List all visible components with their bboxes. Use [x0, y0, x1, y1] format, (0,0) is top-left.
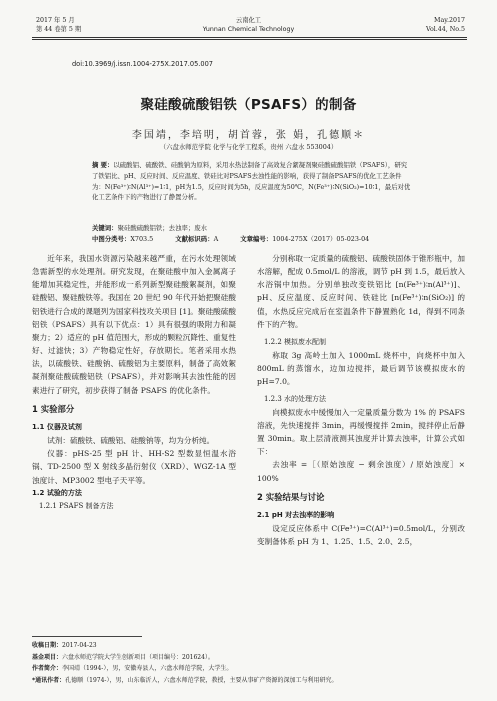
- section-1-2-1-heading: 1.2.1 PSAFS 制备方法: [39, 501, 114, 510]
- abstract: [92, 160, 412, 203]
- abstract-label: 摘 要：: [92, 161, 114, 169]
- footnote-label: *通讯作者：: [32, 676, 66, 684]
- header-journal-en: Yunnan Chemical Technology: [202, 26, 295, 33]
- keywords-text: 聚硅酸硫酸铝铁；去浊率；废水: [117, 224, 208, 232]
- clc-label: 中图分类号：: [92, 235, 131, 243]
- abstract-text: 以硫酸铝、硫酸铁、硅酸钠为原料，采用水热法制备了高效复合絮凝剂聚硅酸硫酸铝铁（PSAFS），研究了铁铝比、pH、反应时间、反应温度、铁硅比对PSAFS去浊性能的影响，获得了制备PSAFS的优化工艺条件为：N(Fe³⁺)∶N(Al³⁺)=1∶1，pH为1.5，反应时间为5h，反应温度为50℃，N(Fe³⁺)∶N(SiO₂)=10∶1，最后对优化工艺条件下的产物进行了静置分析。: [92, 161, 411, 202]
- section-2-heading: 2 实验结果与讨论: [257, 491, 325, 502]
- article-title: 聚硅酸硫酸铝铁（PSAFS）的制备: [140, 97, 357, 113]
- code-label: 文献标识码：: [175, 235, 214, 243]
- header-date: 2017 年 5 月: [36, 17, 75, 24]
- footnote-text: 李国靖（1994-），男，安徽寿县人，六盘水师范学院，大学生。: [62, 665, 233, 672]
- right-column: [257, 252, 465, 548]
- footnotes: [32, 640, 472, 686]
- wastewater-paragraph: 称取 3g 高岭土加入 1000mL 烧杯中，向烧杯中加入 800mL 的蒸馏水，边加边搅拌，最后调节该模拟废水的 pH=7.0。: [257, 351, 465, 387]
- clc-value: X703.5: [130, 235, 154, 243]
- header-rule-2: [32, 39, 467, 40]
- section-1-heading: 1 实验部分: [32, 403, 75, 414]
- section-2-1-heading: 2.1 pH 对去浊率的影响: [257, 510, 335, 519]
- left-column: [32, 252, 236, 513]
- article-label: 文章编号：: [240, 235, 273, 243]
- instruments-paragraph: 仪器：pHS-25 型 pH 计、HH-S2 型数显恒温水浴锅、TD-2500 型 X 射线多晶衍射仪（XRD）、WGZ-1A 型浊度计、MP3002 型电子天平等。: [32, 449, 236, 485]
- footnote-label: 收稿日期：: [32, 642, 63, 649]
- footnote-fund: [32, 652, 472, 664]
- footnote-text: 孔德顺（1974-），男，山东临沂人，六盘水师范学院，教授，主要从事矿产资源的深加工与利用研究。: [65, 676, 338, 684]
- header-rule: [32, 37, 467, 38]
- header-volume: 第 44 卷第 5 期: [36, 26, 82, 33]
- footnote-received: [32, 640, 472, 652]
- doi: doi:10.3969/j.issn.1004-275X.2017.05.007: [72, 60, 213, 68]
- footnote-corresponding: [32, 675, 472, 687]
- formula: 去浊率 =［（原始浊度 − 剩余浊度）/ 原始浊度］× 100%: [257, 460, 465, 483]
- footnote-text: 六盘水师范学院大学生创新项目（项目编号：201624）。: [62, 653, 214, 661]
- intro-paragraph: 近年来，我国水资源污染越来越严重，在污水处理领域急需新型的水处理剂。研究发现，在聚硅酸中加入金属离子能增加其稳定性，并能形成一系列新型聚硅酸絮凝剂，如聚硅酸铝、聚硅酸铁等。我国在 20 世纪 90 年代开始把聚硅酸铝铁进行合成的课题列为国家科技攻关项目 [1]。聚硅酸硫酸铝铁（PSAFS）具有以下优点：1）具有很强的吸附力和凝聚力；2）适应的 pH 值范围大，形成的颗粒沉降性、重复性好、过滤快；3）产物稳定性好，存放期长。笔者采用水热法，以硫酸铁、硅酸钠、硫酸铝为主要原料，制备了高效絮凝剂聚硅酸硫酸铝铁（PSAFS），并对影响其去浊性能的因素进行了研究，初步获得了制备 PSAFS 的优化条件。: [32, 254, 236, 395]
- footnote-author: [32, 663, 472, 675]
- header-date-en: May.2017: [434, 17, 465, 24]
- classification: [92, 234, 422, 243]
- footnote-text: 2017-04-23: [62, 642, 97, 649]
- section-1-2-2-heading: 1.2.2 模拟废水配制: [264, 337, 327, 346]
- authors: 李国靖，李培明，胡首蓉，张 娟，孔德顺＊: [131, 130, 366, 141]
- section-1-2-3-heading: 1.2.3 水的处理方法: [264, 394, 327, 403]
- footnote-rule: [32, 636, 142, 637]
- keywords-label: 关键词：: [92, 224, 118, 232]
- method-paragraph: 分别称取一定质量的硫酸铝、硫酸铁固体于锥形瓶中，加水溶解，配成 0.5mol/L 的溶液，调节 pH 到 1.5，最后放入水浴锅中加热。分别单独改变铁铝比 [n(Fe³⁺)∶n(Al³⁺)]、pH、反应温度、反应时间、铁硅比 [n(Fe³⁺)∶n(SiO₂)] 的值，水热反应完成后在室温条件下静置熟化 1d，得到不同条件下的产物。: [257, 254, 465, 329]
- keywords: [92, 223, 207, 232]
- footnote-label: 基金项目：: [32, 653, 63, 661]
- header-volume-en: Vol.44, No.5: [426, 26, 465, 33]
- footnote-label: 作者简介：: [32, 665, 63, 672]
- section-1-1-heading: 1.1 仪器及试剂: [32, 422, 82, 431]
- ph-paragraph: 设定反应体系中 C(Fe³⁺)=C(Al³⁺)=0.5mol/L，分别改变制备体系 pH 为 1、1.25、1.5、2.0、2.5，: [257, 523, 465, 547]
- code-value: A: [213, 235, 219, 243]
- reagents-paragraph: 试剂：硫酸铁、硫酸铝、硅酸钠等，均为分析纯。: [47, 436, 215, 446]
- section-1-2-heading: 1.2 试验的方法: [32, 488, 82, 497]
- treatment-paragraph: 向模拟废水中缓慢加入一定量质量分数为 1% 的 PSAFS 溶液，先快速搅拌 3min，再缓慢搅拌 2min，搅拌停止后静置 30min。取上层清液测其浊度并计算去浊率，计算公式如下：: [257, 407, 465, 457]
- affiliation: （六盘水师范学院 化学与化学工程系，贵州 六盘水 553004）: [159, 143, 338, 151]
- header-journal-cn: 云南化工: [235, 17, 262, 24]
- article-value: 1004-275X（2017）05-023-04: [272, 235, 370, 243]
